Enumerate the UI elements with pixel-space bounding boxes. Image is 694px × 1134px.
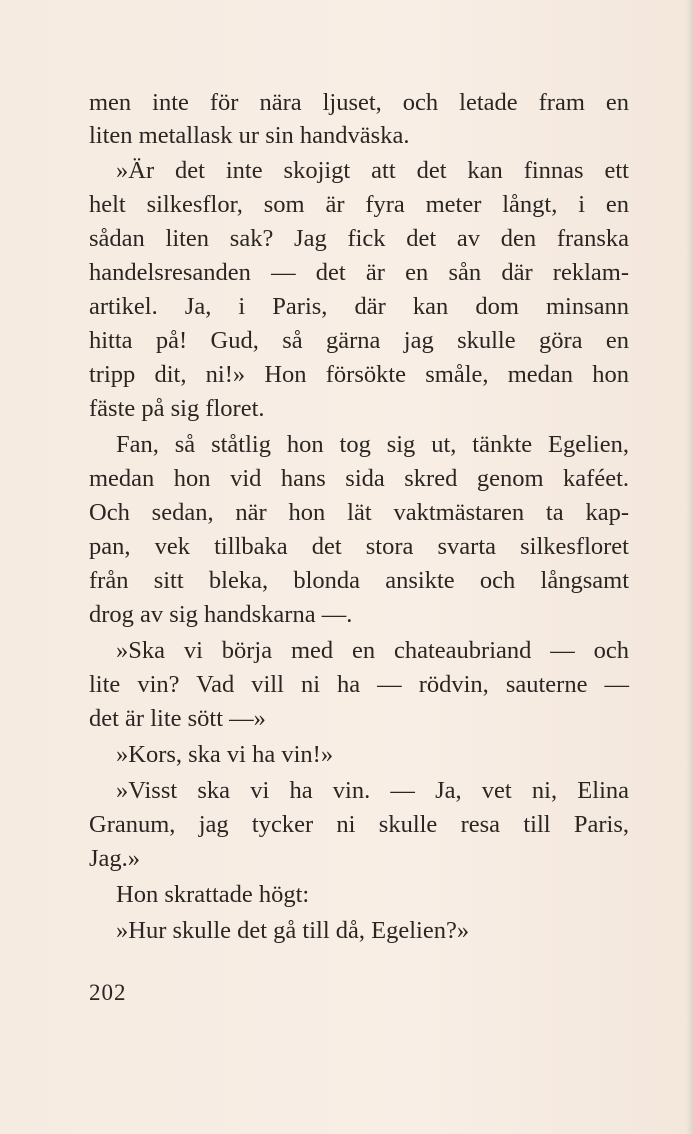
text-line: handelsresanden — det är en sån där reklam-	[89, 259, 629, 286]
text-line: Jag.»	[89, 845, 141, 872]
text-line: helt silkesflor, som är fyra meter långt, i en	[89, 191, 629, 218]
text-line: Och sedan, när hon lät vaktmästaren ta kap-	[89, 499, 629, 526]
text-line: lite vin? Vad vill ni ha — rödvin, sauterne —	[89, 671, 629, 698]
text-line: »Visst ska vi ha vin. — Ja, vet ni, Elina	[116, 777, 629, 804]
text-line: artikel. Ja, i Paris, där kan dom minsann	[89, 293, 629, 320]
page-edge-shadow	[686, 0, 694, 1134]
text-line: Granum, jag tycker ni skulle resa till Paris,	[89, 811, 629, 838]
text-line: sådan liten sak? Jag fick det av den franska	[89, 225, 629, 252]
text-line: drog av sig handskarna —.	[89, 601, 353, 628]
text-line: »Ska vi börja med en chateaubriand — och	[116, 637, 629, 664]
text-line: medan hon vid hans sida skred genom kaféet.	[89, 465, 629, 492]
text-line: Hon skrattade högt:	[116, 881, 310, 908]
text-line: »Kors, ska vi ha vin!»	[116, 741, 334, 768]
text-line: hitta på! Gud, så gärna jag skulle göra en	[89, 327, 629, 354]
page-number: 202	[89, 980, 127, 1005]
body-text	[89, 86, 629, 948]
text-line: från sitt bleka, blonda ansikte och långsamt	[89, 567, 629, 594]
text-line: »Är det inte skojigt att det kan finnas ett	[116, 157, 629, 184]
text-line: tripp dit, ni!» Hon försökte småle, medan hon	[89, 361, 629, 388]
text-line: Fan, så ståtlig hon tog sig ut, tänkte Egelien,	[116, 431, 629, 458]
text-line: pan, vek tillbaka det stora svarta silkesfloret	[89, 533, 629, 560]
text-line: fäste på sig floret.	[89, 395, 265, 422]
text-line: det är lite sött —»	[89, 705, 266, 732]
text-line: men inte för nära ljuset, och letade fram en	[89, 89, 629, 116]
text-line: liten metallask ur sin handväska.	[89, 122, 410, 149]
text-line: »Hur skulle det gå till då, Egelien?»	[116, 917, 470, 944]
